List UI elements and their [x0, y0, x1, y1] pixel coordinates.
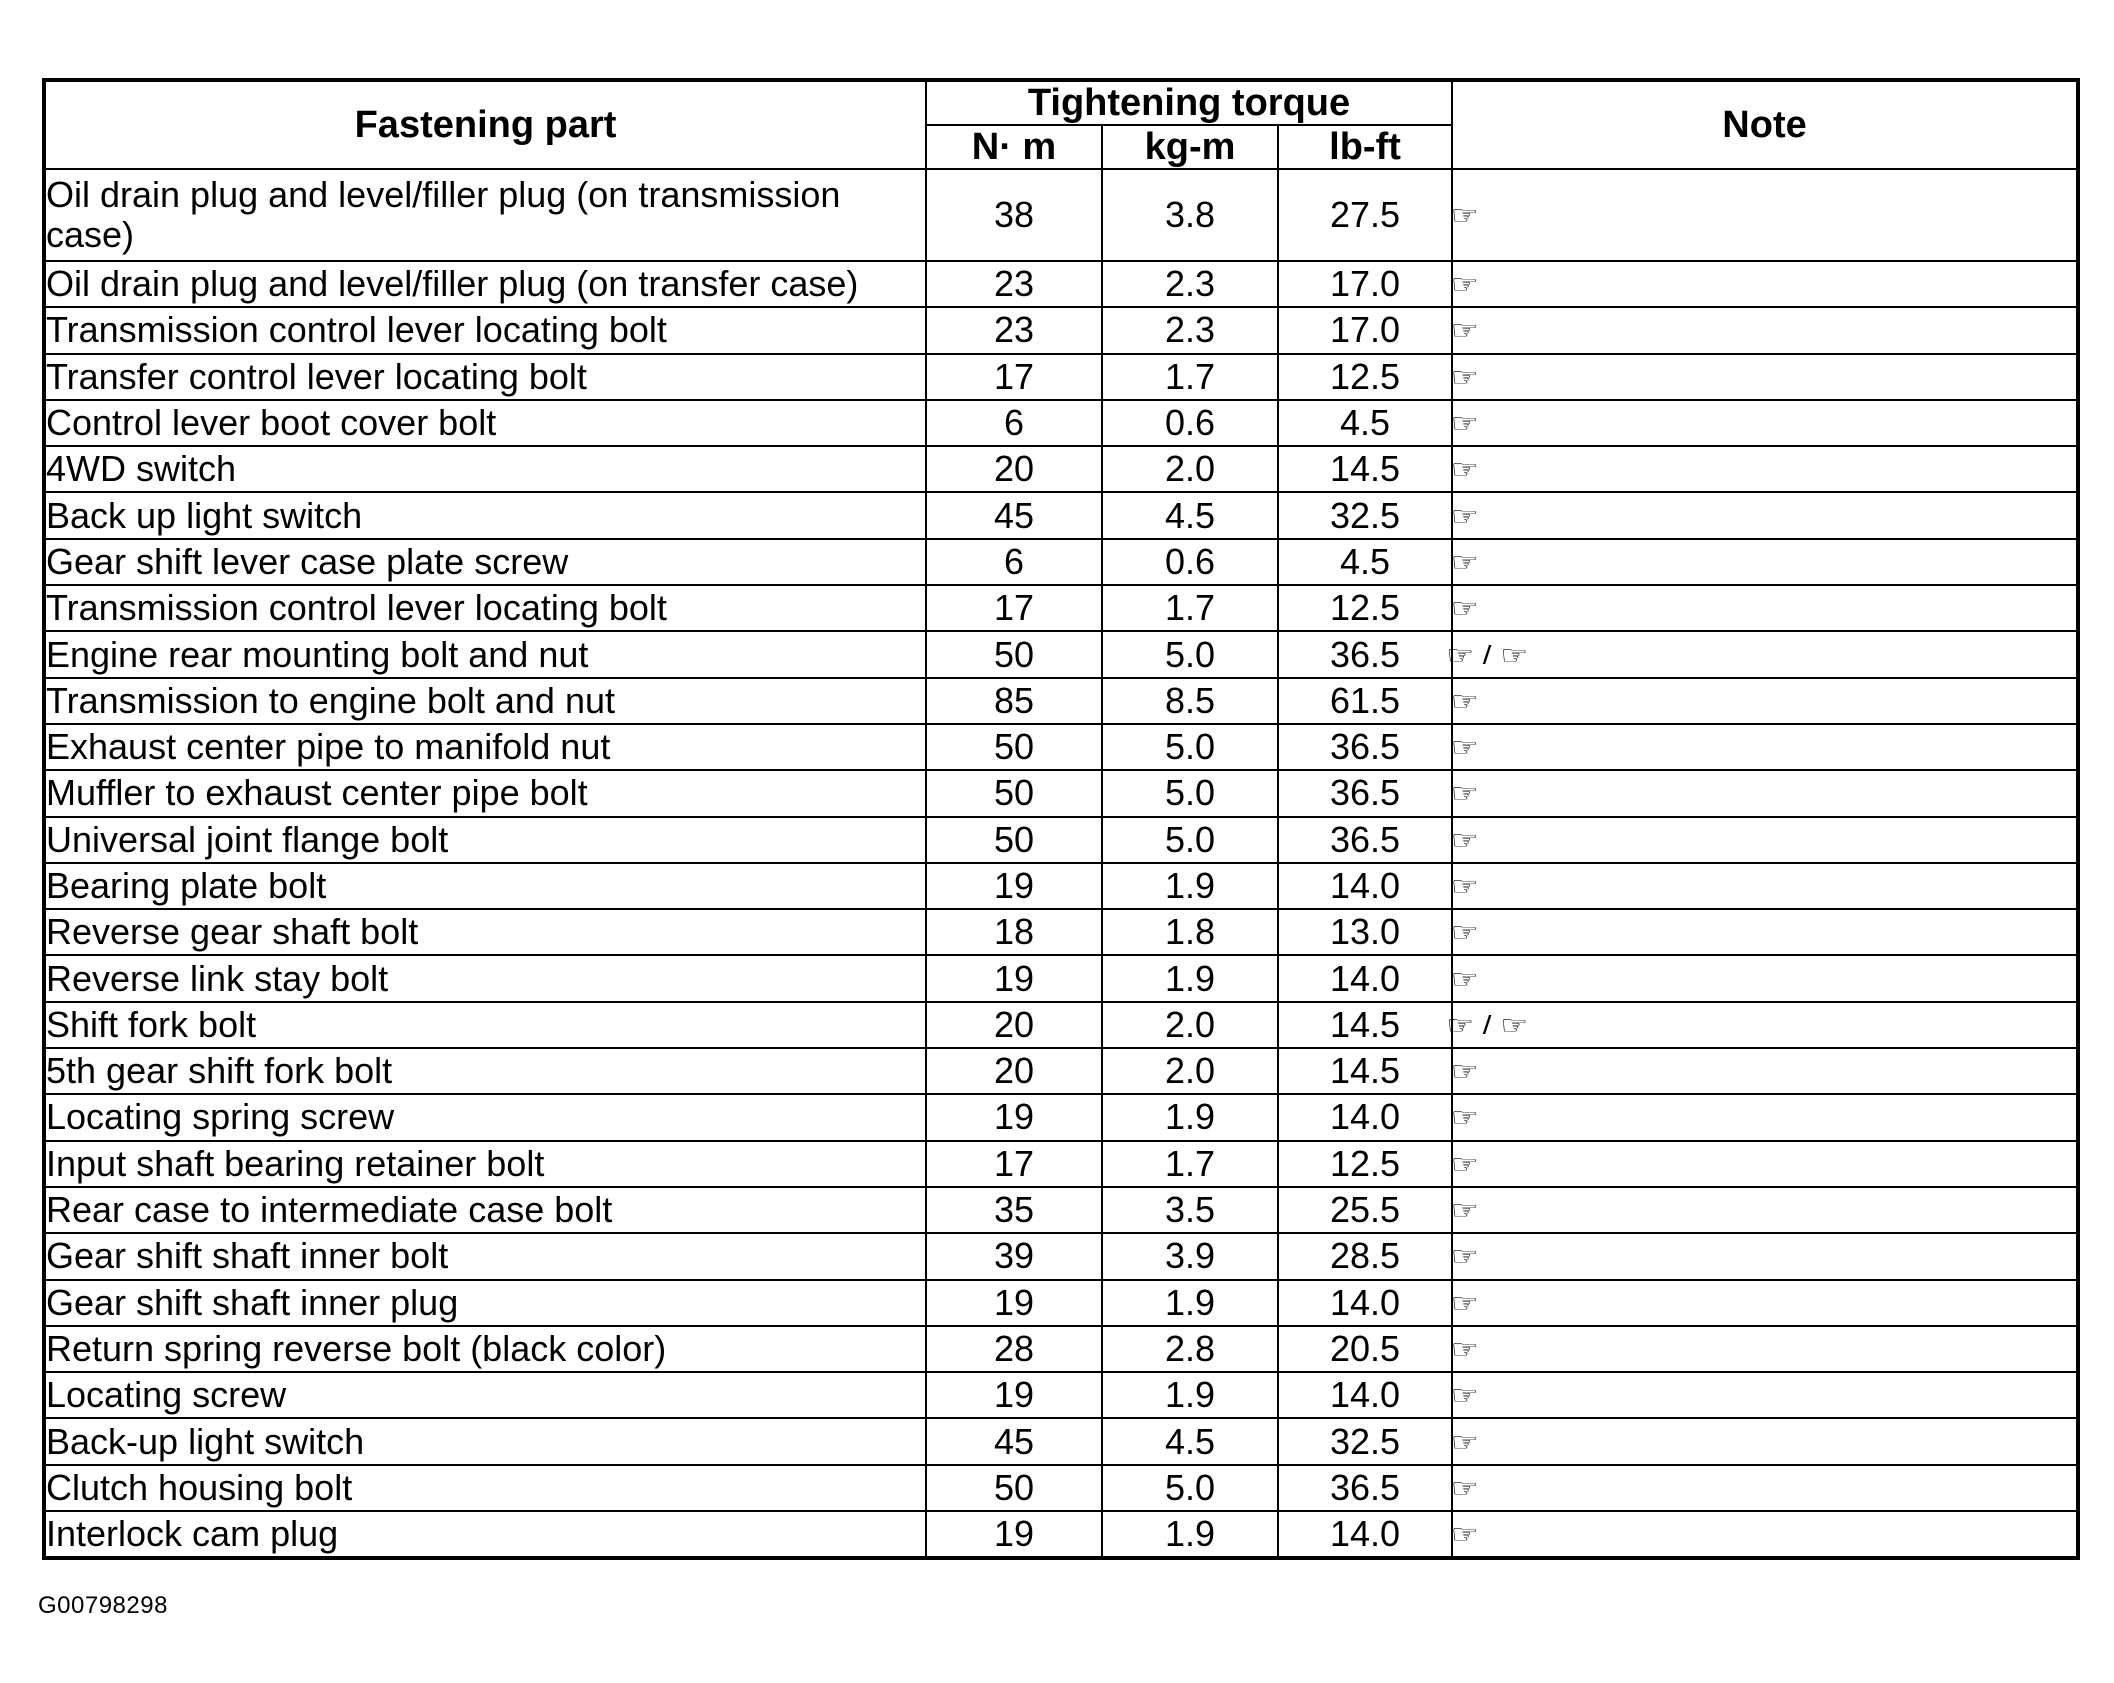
torque-lbft-cell: 20.5 [1278, 1326, 1452, 1372]
torque-nm-cell: 50 [926, 817, 1102, 863]
torque-nm-cell: 35 [926, 1187, 1102, 1233]
table-row [44, 585, 2078, 631]
table-row [44, 1418, 2078, 1464]
table-row [44, 446, 2078, 492]
torque-kgm-cell: 3.8 [1102, 169, 1278, 261]
torque-lbft-cell: 28.5 [1278, 1233, 1452, 1279]
torque-nm-cell: 20 [926, 446, 1102, 492]
table-row [44, 400, 2078, 446]
torque-kgm-cell: 0.6 [1102, 539, 1278, 585]
pointing-hand-icon: ☞ [1450, 408, 1479, 439]
torque-lbft-cell: 14.5 [1278, 446, 1452, 492]
table-row [44, 1511, 2078, 1558]
torque-kgm-cell: 2.3 [1102, 307, 1278, 353]
torque-nm-cell: 6 [926, 400, 1102, 446]
note-cell [1452, 1141, 2078, 1187]
table-row [44, 678, 2078, 724]
fastening-part-cell: Gear shift lever case plate screw [44, 539, 926, 585]
pointing-hand-icon: ☞ [1450, 917, 1479, 948]
torque-kgm-cell: 3.9 [1102, 1233, 1278, 1279]
pointing-hand-icon: ☞ [1450, 454, 1479, 485]
table-row [44, 1465, 2078, 1511]
table-row [44, 631, 2078, 677]
table-row [44, 724, 2078, 770]
torque-lbft-cell: 36.5 [1278, 1465, 1452, 1511]
pointing-hand-icon: ☞ [1450, 1472, 1479, 1503]
table-row [44, 1141, 2078, 1187]
note-cell [1452, 770, 2078, 816]
header-note: Note [1452, 80, 2078, 169]
torque-kgm-cell: 5.0 [1102, 770, 1278, 816]
table-row [44, 1326, 2078, 1372]
pointing-hand-icon: ☞ [1450, 269, 1479, 300]
note-cell [1452, 1094, 2078, 1140]
torque-lbft-cell: 36.5 [1278, 724, 1452, 770]
torque-lbft-cell: 14.0 [1278, 1280, 1452, 1326]
fastening-part-cell: Muffler to exhaust center pipe bolt [44, 770, 926, 816]
pointing-hand-icon: ☞ [1450, 1148, 1479, 1179]
torque-nm-cell: 85 [926, 678, 1102, 724]
fastening-part-cell: Interlock cam plug [44, 1511, 926, 1558]
torque-lbft-cell: 14.0 [1278, 1511, 1452, 1558]
note-cell [1446, 1002, 2078, 1048]
pointing-hand-icon: ☞ [1450, 778, 1479, 809]
note-cell [1452, 863, 2078, 909]
torque-lbft-cell: 32.5 [1278, 1418, 1452, 1464]
torque-kgm-cell: 5.0 [1102, 817, 1278, 863]
note-cell [1446, 631, 2078, 677]
pointing-hand-icon: ☞ [1450, 963, 1479, 994]
pointing-hand-icon: ☞ [1450, 732, 1479, 763]
table-row [44, 307, 2078, 353]
header-row [44, 80, 2078, 125]
torque-kgm-cell: 1.9 [1102, 1372, 1278, 1418]
torque-kgm-cell: 5.0 [1102, 724, 1278, 770]
torque-nm-cell: 50 [926, 1465, 1102, 1511]
table-row [44, 539, 2078, 585]
torque-lbft-cell: 12.5 [1278, 354, 1452, 400]
note-cell [1452, 307, 2078, 353]
torque-nm-cell: 23 [926, 307, 1102, 353]
fastening-part-cell: Input shaft bearing retainer bolt [44, 1141, 926, 1187]
pointing-hand-icon: ☞ [1450, 1380, 1479, 1411]
torque-kgm-cell: 1.9 [1102, 863, 1278, 909]
torque-kgm-cell: 0.6 [1102, 400, 1278, 446]
torque-lbft-cell: 14.5 [1278, 1048, 1452, 1094]
note-cell [1452, 169, 2078, 261]
fastening-part-cell: Gear shift shaft inner plug [44, 1280, 926, 1326]
torque-kgm-cell: 1.7 [1102, 1141, 1278, 1187]
fastening-part-cell: Locating screw [44, 1372, 926, 1418]
note-cell [1452, 492, 2078, 538]
note-cell [1452, 1048, 2078, 1094]
fastening-part-cell: 4WD switch [44, 446, 926, 492]
fastening-part-cell: Reverse link stay bolt [44, 955, 926, 1001]
header-unit-lbft: lb-ft [1278, 125, 1452, 169]
note-cell [1452, 909, 2078, 955]
fastening-part-cell: Gear shift shaft inner bolt [44, 1233, 926, 1279]
torque-kgm-cell: 1.8 [1102, 909, 1278, 955]
torque-nm-cell: 39 [926, 1233, 1102, 1279]
table-row [44, 1048, 2078, 1094]
torque-nm-cell: 19 [926, 1280, 1102, 1326]
torque-lbft-cell: 4.5 [1278, 400, 1452, 446]
fastening-part-cell: Locating spring screw [44, 1094, 926, 1140]
table-row [44, 169, 2078, 261]
pointing-hand-icon: ☞ [1450, 593, 1479, 624]
table-row [44, 1002, 2078, 1048]
torque-nm-cell: 50 [926, 631, 1102, 677]
torque-kgm-cell: 4.5 [1102, 1418, 1278, 1464]
pointing-hand-icon: ☞ [1450, 1333, 1479, 1364]
torque-nm-cell: 38 [926, 169, 1102, 261]
torque-nm-cell: 19 [926, 1511, 1102, 1558]
note-cell [1452, 955, 2078, 1001]
table-row [44, 817, 2078, 863]
torque-kgm-cell: 4.5 [1102, 492, 1278, 538]
header-unit-kgm: kg-m [1102, 125, 1278, 169]
table-row [44, 492, 2078, 538]
fastening-part-cell: Control lever boot cover bolt [44, 400, 926, 446]
torque-nm-cell: 23 [926, 261, 1102, 307]
torque-kgm-cell: 2.0 [1102, 1048, 1278, 1094]
table-row [44, 770, 2078, 816]
pointing-hand-icon: ☞ [1450, 1195, 1479, 1226]
torque-nm-cell: 17 [926, 1141, 1102, 1187]
torque-nm-cell: 19 [926, 1094, 1102, 1140]
note-cell [1452, 1326, 2078, 1372]
fastening-part-cell: 5th gear shift fork bolt [44, 1048, 926, 1094]
pointing-hand-icon: ☞ [1450, 500, 1479, 531]
torque-lbft-cell: 14.0 [1278, 863, 1452, 909]
torque-nm-cell: 20 [926, 1048, 1102, 1094]
fastening-part-cell: Bearing plate bolt [44, 863, 926, 909]
torque-table [42, 78, 2080, 1560]
torque-lbft-cell: 17.0 [1278, 261, 1452, 307]
torque-kgm-cell: 1.7 [1102, 354, 1278, 400]
torque-lbft-cell: 12.5 [1278, 1141, 1452, 1187]
note-cell [1452, 678, 2078, 724]
torque-lbft-cell: 36.5 [1278, 770, 1452, 816]
torque-nm-cell: 18 [926, 909, 1102, 955]
note-cell [1452, 261, 2078, 307]
fastening-part-cell: Universal joint flange bolt [44, 817, 926, 863]
header-fastening-part: Fastening part [44, 80, 926, 169]
note-cell [1452, 1465, 2078, 1511]
table-row [44, 1094, 2078, 1140]
torque-nm-cell: 17 [926, 354, 1102, 400]
pointing-hand-icon: ☞ [1450, 1287, 1479, 1318]
torque-nm-cell: 19 [926, 1372, 1102, 1418]
fastening-part-cell: Clutch housing bolt [44, 1465, 926, 1511]
pointing-hand-icon: ☞ [1450, 361, 1479, 392]
header-tightening-torque: Tightening torque [926, 80, 1452, 125]
torque-lbft-cell: 32.5 [1278, 492, 1452, 538]
note-cell [1452, 585, 2078, 631]
table-row [44, 261, 2078, 307]
pointing-hand-icon: ☞ [1450, 1241, 1479, 1272]
fastening-part-cell: Oil drain plug and level/filler plug (on transmission case) [44, 169, 926, 261]
torque-nm-cell: 45 [926, 492, 1102, 538]
note-cell [1452, 724, 2078, 770]
pointing-hand-icon: ☞ [1450, 824, 1479, 855]
torque-nm-cell: 19 [926, 863, 1102, 909]
pointing-hand-icon: ☞ [1450, 1056, 1479, 1087]
fastening-part-cell: Transmission control lever locating bolt [44, 585, 926, 631]
torque-kgm-cell: 5.0 [1102, 631, 1278, 677]
table-row [44, 863, 2078, 909]
pointing-hand-icon: ☞ [1450, 200, 1479, 230]
torque-kgm-cell: 2.0 [1102, 1002, 1278, 1048]
torque-lbft-cell: 12.5 [1278, 585, 1452, 631]
torque-nm-cell: 17 [926, 585, 1102, 631]
torque-lbft-cell: 61.5 [1278, 678, 1452, 724]
fastening-part-cell: Exhaust center pipe to manifold nut [44, 724, 926, 770]
note-cell [1452, 1511, 2078, 1558]
torque-kgm-cell: 2.3 [1102, 261, 1278, 307]
fastening-part-cell: Engine rear mounting bolt and nut [44, 631, 926, 677]
fastening-part-cell: Reverse gear shaft bolt [44, 909, 926, 955]
fastening-part-cell: Transmission to engine bolt and nut [44, 678, 926, 724]
torque-kgm-cell: 5.0 [1102, 1465, 1278, 1511]
fastening-part-cell: Shift fork bolt [44, 1002, 926, 1048]
note-cell [1452, 400, 2078, 446]
torque-spec-sheet [42, 78, 2076, 1560]
pointing-hand-icon: ☞ [1450, 1519, 1479, 1550]
note-cell [1452, 1187, 2078, 1233]
pointing-hand-icon: ☞ [1450, 1102, 1479, 1133]
torque-kgm-cell: 2.0 [1102, 446, 1278, 492]
note-cell [1452, 354, 2078, 400]
table-row [44, 955, 2078, 1001]
torque-lbft-cell: 4.5 [1278, 539, 1452, 585]
note-cell [1452, 1280, 2078, 1326]
torque-kgm-cell: 1.9 [1102, 1280, 1278, 1326]
torque-table-body [44, 169, 2078, 1558]
torque-nm-cell: 28 [926, 1326, 1102, 1372]
pointing-hand-icon: ☞ [1450, 546, 1479, 577]
note-cell [1452, 1372, 2078, 1418]
note-cell [1452, 817, 2078, 863]
figure-id: G00798298 [38, 1592, 168, 1619]
note-cell [1452, 1233, 2078, 1279]
torque-kgm-cell: 3.5 [1102, 1187, 1278, 1233]
pointing-hand-icon: ☞ [1450, 315, 1479, 346]
fastening-part-cell: Back-up light switch [44, 1418, 926, 1464]
fastening-part-cell: Transmission control lever locating bolt [44, 307, 926, 353]
table-row [44, 1187, 2078, 1233]
fastening-part-cell: Transfer control lever locating bolt [44, 354, 926, 400]
torque-kgm-cell: 8.5 [1102, 678, 1278, 724]
fastening-part-cell: Return spring reverse bolt (black color) [44, 1326, 926, 1372]
torque-lbft-cell: 14.0 [1278, 1094, 1452, 1140]
pointing-hand-icon: ☞ / ☞ [1446, 1009, 1529, 1040]
torque-kgm-cell: 1.9 [1102, 1511, 1278, 1558]
torque-kgm-cell: 1.9 [1102, 1094, 1278, 1140]
note-cell [1452, 1418, 2078, 1464]
torque-kgm-cell: 1.7 [1102, 585, 1278, 631]
table-row [44, 1280, 2078, 1326]
torque-nm-cell: 6 [926, 539, 1102, 585]
pointing-hand-icon: ☞ [1450, 871, 1479, 901]
torque-nm-cell: 50 [926, 724, 1102, 770]
torque-lbft-cell: 13.0 [1278, 909, 1452, 955]
pointing-hand-icon: ☞ [1450, 685, 1479, 716]
torque-lbft-cell: 14.5 [1278, 1002, 1452, 1048]
table-row [44, 354, 2078, 400]
header-unit-nm: N· m [926, 125, 1102, 169]
fastening-part-cell: Back up light switch [44, 492, 926, 538]
torque-nm-cell: 20 [926, 1002, 1102, 1048]
table-row [44, 1372, 2078, 1418]
torque-nm-cell: 45 [926, 1418, 1102, 1464]
torque-lbft-cell: 14.0 [1278, 955, 1452, 1001]
torque-lbft-cell: 17.0 [1278, 307, 1452, 353]
note-cell [1452, 446, 2078, 492]
torque-lbft-cell: 36.5 [1278, 631, 1452, 677]
pointing-hand-icon: ☞ / ☞ [1446, 639, 1529, 670]
fastening-part-cell: Oil drain plug and level/filler plug (on transfer case) [44, 261, 926, 307]
torque-lbft-cell: 25.5 [1278, 1187, 1452, 1233]
torque-lbft-cell: 36.5 [1278, 817, 1452, 863]
torque-nm-cell: 50 [926, 770, 1102, 816]
torque-lbft-cell: 27.5 [1278, 169, 1452, 261]
torque-nm-cell: 19 [926, 955, 1102, 1001]
table-row [44, 909, 2078, 955]
table-row [44, 1233, 2078, 1279]
torque-kgm-cell: 1.9 [1102, 955, 1278, 1001]
note-cell [1452, 539, 2078, 585]
fastening-part-cell: Rear case to intermediate case bolt [44, 1187, 926, 1233]
pointing-hand-icon: ☞ [1450, 1426, 1479, 1457]
torque-kgm-cell: 2.8 [1102, 1326, 1278, 1372]
torque-lbft-cell: 14.0 [1278, 1372, 1452, 1418]
